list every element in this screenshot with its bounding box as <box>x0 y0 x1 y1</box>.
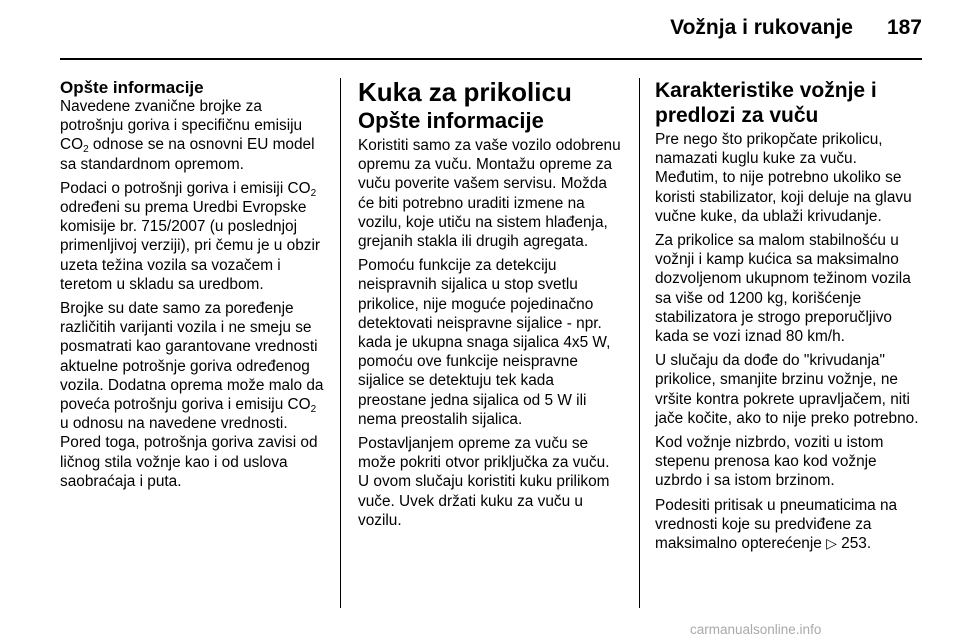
paragraph-snaking: U slučaju da dođe do "krivudanja" prikolice, smanjite brzinu vožnje, ne vršite kontra pokrete upravljačem, niti jače kočite, ako to nije preko potrebno. <box>655 352 919 427</box>
paragraph-lubricate-ball: Pre nego što prikopčate prikolicu, namazati kuglu kuke za vuču. Međutim, to nije potrebno ukoliko se koristi stabilizator, koji deluje na glavu vučne kuke, da ublaži krivudanje. <box>655 131 912 225</box>
heading-general-info: Opšte informacije <box>60 78 204 97</box>
paragraph-hitch-storage: Postavljanjem opreme za vuču se može pokriti otvor priključka za vuču. U ovom slučaju koristiti kuku prilikom vuče. Uvek držati kuku za vuču u vozilu. <box>358 435 610 529</box>
paragraph-approved-equipment: Koristiti samo za vaše vozilo odobrenu opremu za vuču. Montažu opreme za vuču poverite vašem servisu. Možda će biti potrebno uraditi izmene na vozilu, koje utiču na sistem hlađenja, grejanih stakla ili drugih agregata. <box>358 137 621 251</box>
page-number: 187 <box>886 16 922 39</box>
paragraph-bulb-detection: Pomoću funkcije za detekciju neispravnih sijalica u stop svetlu prikolice, nije moguće pojedinačno detektovati neispravne sijalice - npr. kada je ukupna snaga sijalica 4x5 W, pomoću ove funkcije neispravne sijalice se detektuju tek kada preostane jedna sijalica od 5 W ili nema preostalih sijalica. <box>358 257 611 428</box>
watermark: carmanualsonline.info <box>690 622 822 637</box>
paragraph-stabilizer: Za prikolice sa malom stabilnošću u vožnji i kamp kućica sa maksimalno dozvoljenom ukupnom težinom vozila sa više od 1200 kg, korišćenje stabilizatora je strogo preporučljivo kada se vozi iznad 80 km/h. <box>655 232 911 346</box>
paragraph-emission-data: Podaci o potrošnji goriva i emisiji $CO_2$ određeni su prema Uredbi Evropske komisije br. 715/2007 (u poslednjoj primenljivoj verziji), pri čemu je u obzir uzeta težina vozila sa vozačem i teretom u skladu sa uredbom. <box>60 179 321 293</box>
paragraph-tyre-pressure: Podesiti pritisak u pneumaticima na vrednosti koje su predviđene za maksimalno opterećenje ▷ 253. <box>655 496 898 553</box>
paragraph-downhill: Kod vožnje nizbrdo, voziti u istom stepenu prenosa kao kod vožnje uzbrdo i sa istom brzinom. <box>655 434 884 490</box>
paragraph-comparison-note: Brojke su date samo za poređenje različitih varijanti vozila i ne smeju se posmatrati kao garantovane vrednosti aktuelne potrošnje goriva određenog vozila. Dodatna oprema može malo da poveća potrošnju goriva i emisiju $CO_2$ u odnosu na navedene vrednosti. Pored toga, potrošnja goriva zavisi od ličnog stila vožnje kao i od uslova saobraćaja i puta. <box>60 300 324 490</box>
column-driving-tips <box>655 78 923 558</box>
page-reference[interactable]: 253. <box>836 535 872 553</box>
section-title: Vožnja i rukovanje <box>670 16 853 39</box>
arrow-reference-icon[interactable]: ▷ <box>826 535 837 552</box>
header-divider <box>60 58 922 60</box>
column-divider-left <box>340 78 341 608</box>
column-tow-hitch <box>358 78 624 535</box>
heading-driving-characteristics: Karakteristike vožnje i predlozi za vuču <box>655 79 877 127</box>
paragraph-fuel-figures: Navedene zvanične brojke za potrošnju goriva i specifičnu emisiju $CO_2$ odnose se na osnovni EU model sa standardnom opremom. <box>60 98 315 173</box>
column-general-info <box>60 78 324 496</box>
heading-tow-hitch: Kuka za prikolicu <box>358 77 572 107</box>
column-divider-right <box>639 78 640 608</box>
subheading-general-info: Opšte informacije <box>358 108 544 133</box>
page-header <box>0 16 922 46</box>
